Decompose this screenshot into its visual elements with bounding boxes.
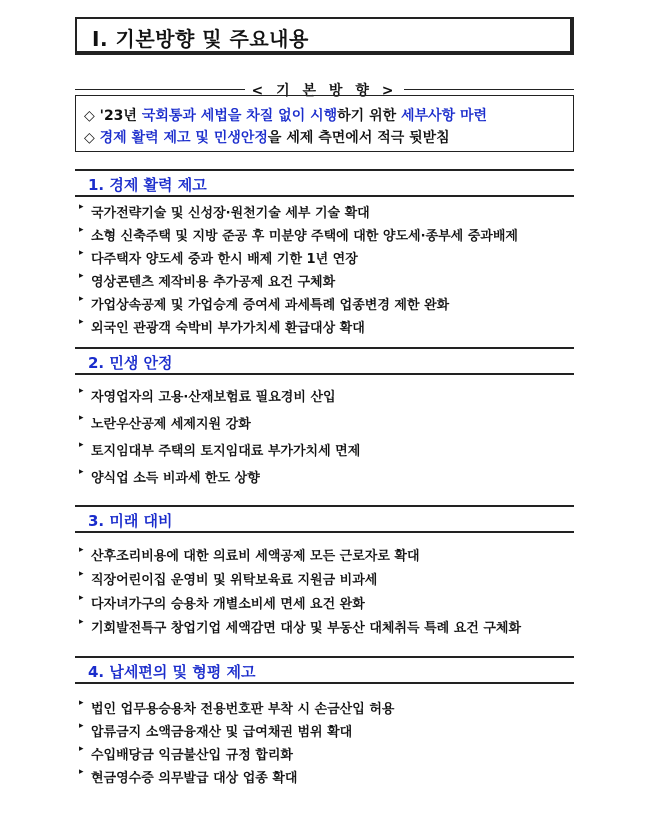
triangle-right-icon: ▸ [79, 593, 84, 603]
row1-text-1: '23년 [99, 108, 142, 124]
triangle-right-icon: ▸ [79, 721, 84, 731]
triangle-right-icon: ▸ [79, 569, 84, 579]
list-item-text: 토지임대부 주택의 토지임대료 부가가치세 면제 [91, 444, 361, 459]
section-heading-1 [75, 169, 574, 197]
list-item-text: 다자녀가구의 승용차 개별소비세 면세 요건 완화 [91, 597, 365, 612]
row1-text-4: 세부사항 마련 [401, 108, 488, 124]
section-2-list [79, 386, 360, 494]
triangle-right-icon: ▸ [79, 698, 84, 708]
page-title: Ⅰ. 기본방향 및 주요내용 [92, 27, 309, 51]
section-heading-text: 3. 미래 대비 [88, 512, 173, 530]
list-item-text: 기회발전특구 창업기업 세액감면 대상 및 부동산 대체취득 특례 요건 구체화 [91, 621, 522, 636]
list-item-text: 노란우산공제 세제지원 강화 [91, 417, 251, 432]
list-item [79, 294, 518, 317]
list-item [79, 413, 360, 440]
triangle-right-icon: ▸ [79, 202, 84, 212]
list-item-text: 산후조리비용에 대한 의료비 세액공제 모든 근로자로 확대 [91, 549, 420, 564]
triangle-right-icon: ▸ [79, 294, 84, 304]
list-item [79, 593, 521, 617]
list-item-text: 압류금지 소액금융재산 및 급여채권 범위 확대 [91, 725, 353, 740]
triangle-right-icon: ▸ [79, 271, 84, 281]
basic-direction-title: < 기 본 방 향 > [251, 83, 398, 99]
triangle-right-icon: ▸ [79, 545, 84, 555]
list-item-text: 법인 업무용승용차 전용번호판 부착 시 손금산입 허용 [91, 702, 395, 717]
row2-text-2: 을 세제 측면에서 적극 뒷받침 [267, 130, 450, 146]
diamond-icon: ◇ [84, 108, 95, 124]
list-item-text: 현금영수증 의무발급 대상 업종 확대 [91, 771, 298, 786]
list-item-text: 가업상속공제 및 가업승계 증여세 과세특례 업종변경 제한 완화 [91, 298, 450, 313]
triangle-right-icon: ▸ [79, 467, 84, 477]
list-item [79, 271, 518, 294]
section-heading-text: 1. 경제 활력 제고 [88, 176, 207, 194]
list-item-text: 다주택자 양도세 중과 한시 배제 기한 1년 연장 [91, 252, 358, 267]
list-item [79, 386, 360, 413]
triangle-right-icon: ▸ [79, 767, 84, 777]
list-item-text: 양식업 소득 비과세 한도 상향 [91, 471, 260, 486]
list-item-text: 영상콘텐츠 제작비용 추가공제 요건 구체화 [91, 275, 336, 290]
diamond-icon: ◇ [84, 130, 95, 146]
section-4-list [79, 698, 394, 790]
list-item [79, 440, 360, 467]
list-item [79, 698, 394, 721]
triangle-right-icon: ▸ [79, 386, 84, 396]
section-heading-4 [75, 656, 574, 684]
list-item [79, 767, 394, 790]
list-item [79, 317, 518, 340]
list-item-text: 소형 신축주택 및 지방 준공 후 미분양 주택에 대한 양도세·종부세 중과배제 [91, 229, 518, 244]
list-item-text: 자영업자의 고용·산재보험료 필요경비 산입 [91, 390, 336, 405]
section-heading-3 [75, 505, 574, 533]
list-item [79, 202, 518, 225]
list-item [79, 225, 518, 248]
list-item [79, 721, 394, 744]
basic-direction-box [75, 95, 574, 152]
row2-text-1: 경제 활력 제고 및 민생안정 [99, 130, 268, 146]
triangle-right-icon: ▸ [79, 248, 84, 258]
basic-direction-row-1 [84, 105, 487, 125]
list-item-text: 수입배당금 익금불산입 규정 합리화 [91, 748, 293, 763]
triangle-right-icon: ▸ [79, 225, 84, 235]
triangle-right-icon: ▸ [79, 617, 84, 627]
list-item [79, 467, 360, 494]
row1-text-3: 하기 위한 [337, 108, 401, 124]
basic-direction-row-2 [84, 127, 450, 147]
list-item [79, 569, 521, 593]
list-item-text: 국가전략기술 및 신성장·원천기술 세부 기술 확대 [91, 206, 370, 221]
section-heading-text: 2. 민생 안정 [88, 354, 173, 372]
title-box [75, 17, 574, 55]
section-heading-2 [75, 347, 574, 375]
triangle-right-icon: ▸ [79, 440, 84, 450]
list-item [79, 744, 394, 767]
list-item [79, 617, 521, 641]
section-1-list [79, 202, 518, 340]
list-item [79, 248, 518, 271]
list-item [79, 545, 521, 569]
list-item-text: 직장어린이집 운영비 및 위탁보육료 지원금 비과세 [91, 573, 378, 588]
row1-text-2: 국회통과 세법을 차질 없이 시행 [141, 108, 338, 124]
section-heading-text: 4. 납세편의 및 형평 제고 [88, 663, 256, 681]
triangle-right-icon: ▸ [79, 744, 84, 754]
triangle-right-icon: ▸ [79, 317, 84, 327]
triangle-right-icon: ▸ [79, 413, 84, 423]
list-item-text: 외국인 관광객 숙박비 부가가치세 환급대상 확대 [91, 321, 365, 336]
section-3-list [79, 545, 521, 641]
